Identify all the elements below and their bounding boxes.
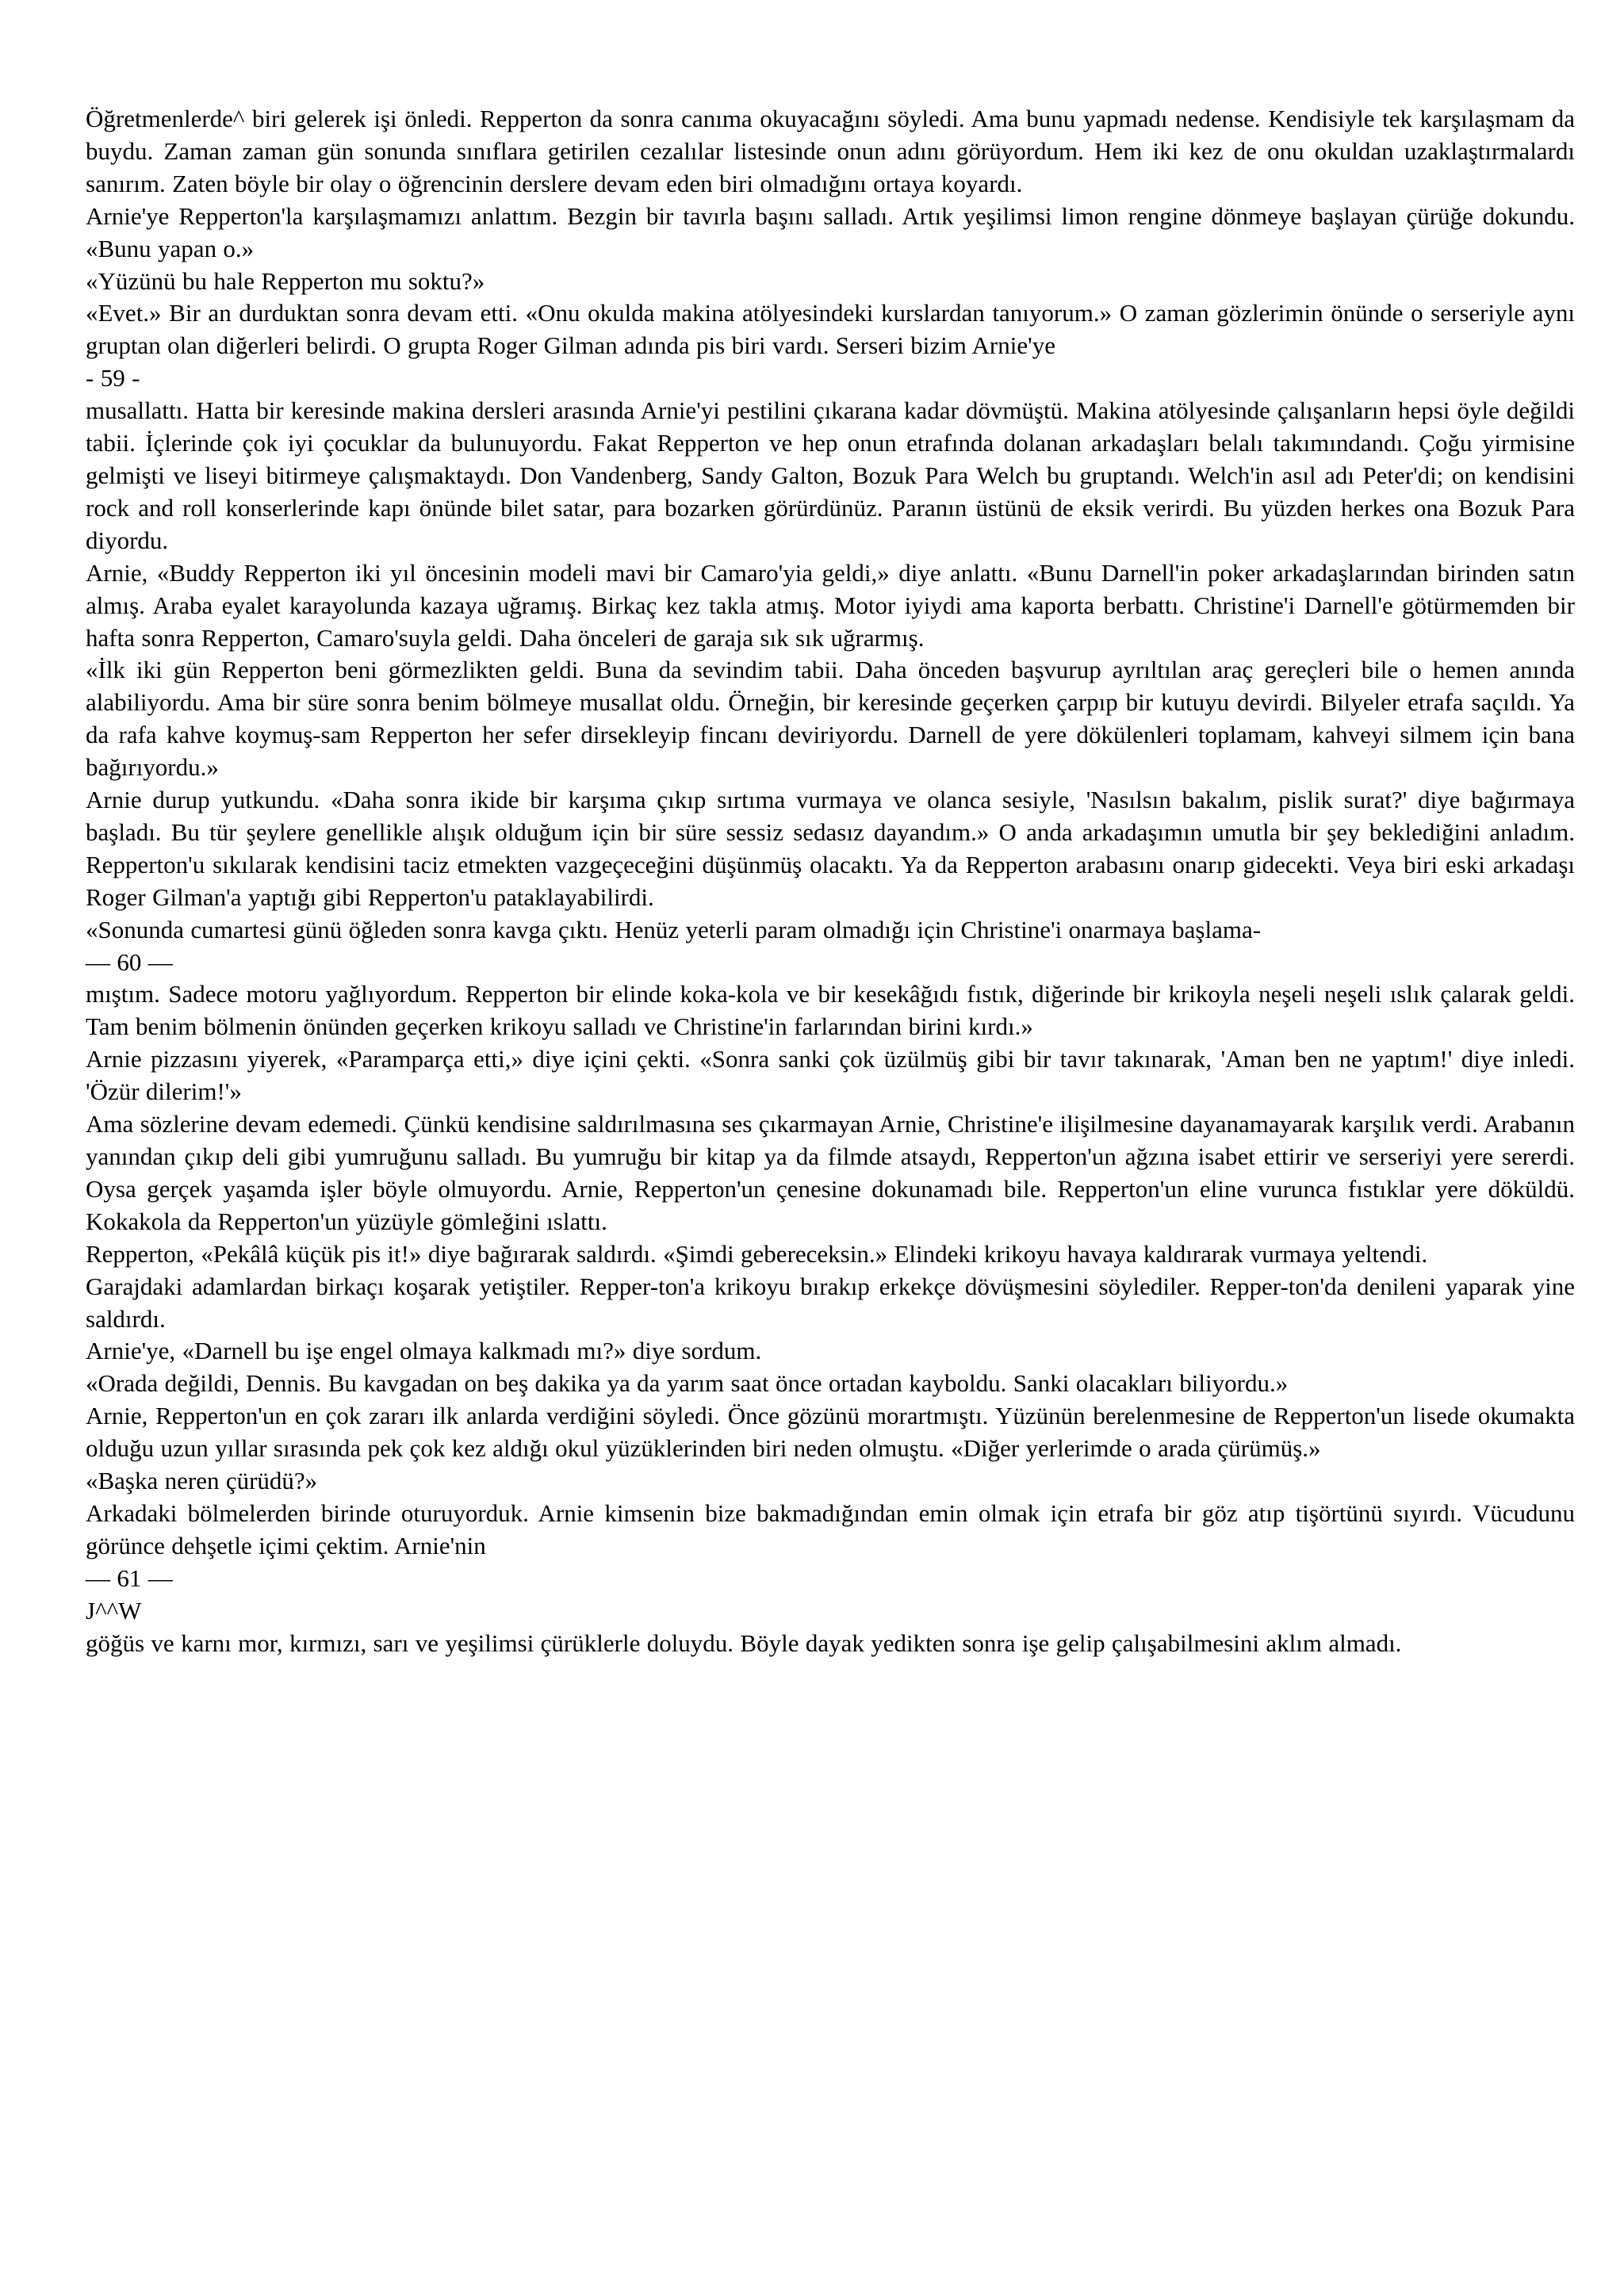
paragraph: Arkadaki bölmelerden birinde oturuyorduk. Arnie kimsenin bize bakmadığından emin olmak için etrafa bir göz atıp tişörtünü sıyırdı. Vücudunu görünce dehşetle içimi çektim. Arnie'nin — [86, 1498, 1575, 1559]
page-number-marker: — 60 — — [86, 947, 173, 976]
paragraph: Arnie pizzasını yiyerek, «Paramparça etti,» diye içini çekti. «Sonra sanki çok üzülmüş gibi bir tavır takınarak, 'Aman ben ne yaptım!' diye inledi. 'Özür dilerim!'» — [86, 1045, 1575, 1106]
paragraph: mıştım. Sadece motoru yağlıyordum. Repperton bir elinde koka-kola ve bir kesekâğıdı fıstık, diğerinde bir krikoyla neşeli neşeli ıslık çalarak geldi. Tam benim bölmenin önünden geçerken krikoyu salladı ve Christine'in farlarından birini kırdı.» — [86, 980, 1575, 1041]
paragraph: musallattı. Hatta bir keresinde makina dersleri arasında Arnie'yi pestilini çıkarana kadar dövmüştü. Makina atölyesinde çalışanların hepsi öyle değildi tabii. İçlerinde çok iyi çocuklar da bulunuyordu. Fakat Repperton ve hep onun etrafında dolanan arkadaşları belalı takımındandı. Çoğu yirmisine gelmişti ve liseyi bitirmeye çalışmaktaydı. Don Vandenberg, Sandy Galton, Bozuk Para Welch bu gruptandı. Welch'in asıl adı Peter'di; on kendisini rock and roll konserlerinde kapı önünde bilet satar, para bozarken görürdünüz. Paranın üstünü de eksik verirdi. Bu yüzden herkes ona Bozuk Para diyordu. — [86, 396, 1575, 554]
paragraph: Arnie'ye, «Darnell bu işe engel olmaya kalkmadı mı?» diye sordum. — [86, 1337, 762, 1365]
paragraph: «İlk iki gün Repperton beni görmezlikten geldi. Buna da sevindim tabii. Daha önceden başvurup ayrıltılan araç gereçleri bile o hemen anında alabiliyordu. Ama bir süre sonra benim bölmeye musallat oldu. Örneğin, bir keresinde geçerken çarpıp bir kutuyu devirdi. Bilyeler etrafa saçıldı. Ya da rafa kahve koymuş-sam Repperton her sefer dirsekleyip fincanı deviriyordu. Darnell de yere dökülenleri toplamam, kahveyi silmem için bana bağırıyordu.» — [86, 656, 1575, 782]
paragraph: Arnie'ye Repperton'la karşılaşmamızı anlattım. Bezgin bir tavırla başını salladı. Artık yeşilimsi limon rengine dönmeye başlayan çürüğe dokundu. «Bunu yapan o.» — [86, 201, 1575, 262]
paragraph: «Evet.» Bir an durduktan sonra devam etti. «Onu okulda makina atölyesindeki kurslardan tanıyorum.» O zaman gözlerimin önünde o serseriyle aynı gruptan olan diğerleri belirdi. O grupta Roger Gilman adında pis biri vardı. Serseri bizim Arnie'ye — [86, 299, 1575, 360]
paragraph: Garajdaki adamlardan birkaçı koşarak yetiştiler. Repper-ton'a krikoyu bırakıp erkekçe dövüşmesini söylediler. Repper-ton'da denileni yaparak yine saldırdı. — [86, 1272, 1575, 1333]
paragraph: «Başka neren çürüdü?» — [86, 1467, 318, 1495]
paragraph: Arnie durup yutkundu. «Daha sonra ikide bir karşıma çıkıp sırtıma vurmaya ve olanca sesiyle, 'Nasılsın bakalım, pislik surat?' diye bağırmaya başladı. Bu tür şeylere genellikle alışık olduğum için bir süre sessiz sedasız dayandım.» O anda arkadaşımın umutla bir şey beklediğini anladım. Repperton'u sıkılarak kendisini taciz etmekten vazgeçeceğini düşünmüş olacaktı. Ya da Repperton arabasını onarıp gidecekti. Veya biri eski arkadaşı Roger Gilman'a yaptığı gibi Repperton'u pataklayabilirdi. — [86, 786, 1575, 911]
paragraph: «Orada değildi, Dennis. Bu kavgadan on beş dakika ya da yarım saat önce ortadan kayboldu. Sanki olacakları biliyordu.» — [86, 1369, 1289, 1398]
paragraph: Arnie, «Buddy Repperton iki yıl öncesinin modeli mavi bir Camaro'yia geldi,» diye anlattı. «Bunu Darnell'in poker arkadaşlarından birinden satın almış. Araba eyalet karayolunda kazaya uğramış. Birkaç kez takla atmış. Motor iyiydi ama kaporta berbattı. Christine'i Darnell'e götürmemden bir hafta sonra Repperton, Camaro'suyla geldi. Daha önceleri de garaja sık sık uğrarmış. — [86, 558, 1575, 652]
ocr-artifact-line: J^^W — [86, 1596, 142, 1624]
paragraph: Arnie, Repperton'un en çok zararı ilk anlarda verdiğini söyledi. Önce gözünü morartmıştı. Yüzünün berelenmesine de Repperton'un lisede okumakta olduğu uzun yıllar sırasında pek çok kez aldığı okul yüzüklerinden biri neden olmuştu. «Diğer yerlerimde o arada çürümüş.» — [86, 1402, 1575, 1463]
paragraph: Repperton, «Pekâlâ küçük pis it!» diye bağırarak saldırdı. «Şimdi gebereceksin.» Elindeki krikoyu havaya kaldırarak vurmaya yeltendi. — [86, 1239, 1428, 1268]
paragraph: göğüs ve karnı mor, kırmızı, sarı ve yeşilimsi çürüklerle doluydu. Böyle dayak yedikten sonra işe gelip çalışabilmesini aklım almadı. — [86, 1628, 1402, 1657]
page-number-marker: - 59 - — [86, 364, 140, 392]
text-content — [86, 103, 1575, 1660]
paragraph: «Yüzünü bu hale Repperton mu soktu?» — [86, 266, 485, 295]
paragraph: «Sonunda cumartesi günü öğleden sonra kavga çıktı. Henüz yeterli param olmadığı için Christine'i onarmaya başlama- — [86, 915, 1262, 943]
paragraph: Ama sözlerine devam edemedi. Çünkü kendisine saldırılmasına ses çıkarmayan Arnie, Christine'e ilişilmesine dayanamayarak karşılık verdi. Arabanın yanından çıkıp deli gibi yumruğunu salladı. Bu yumruğu bir kitap ya da filmde atsaydı, Repperton'un ağzına isabet ettirir ve serseriyi yere sererdi. Oysa gerçek yaşamda işler böyle olmuyordu. Arnie, Repperton'un çenesine dokunamadı bile. Repperton'un eline vurunca fıstıklar yere döküldü. Kokakola da Repperton'un yüzüyle gömleğini ıslattı. — [86, 1110, 1575, 1235]
paragraph: Öğretmenlerde^ biri gelerek işi önledi. Repperton da sonra canıma okuyacağını söyledi. Ama bunu yapmadı nedense. Kendisiyle tek karşılaşmam da buydu. Zaman zaman gün sonunda sınıflara getirilen cezalılar listesinde onun adını görüyordum. Hem iki kez de onu okuldan uzaklaştırmalardı sanırım. Zaten böyle bir olay o öğrencinin derslere devam eden biri olmadığını ortaya koyardı. — [86, 105, 1575, 197]
page-number-marker: — 61 — — [86, 1563, 173, 1592]
